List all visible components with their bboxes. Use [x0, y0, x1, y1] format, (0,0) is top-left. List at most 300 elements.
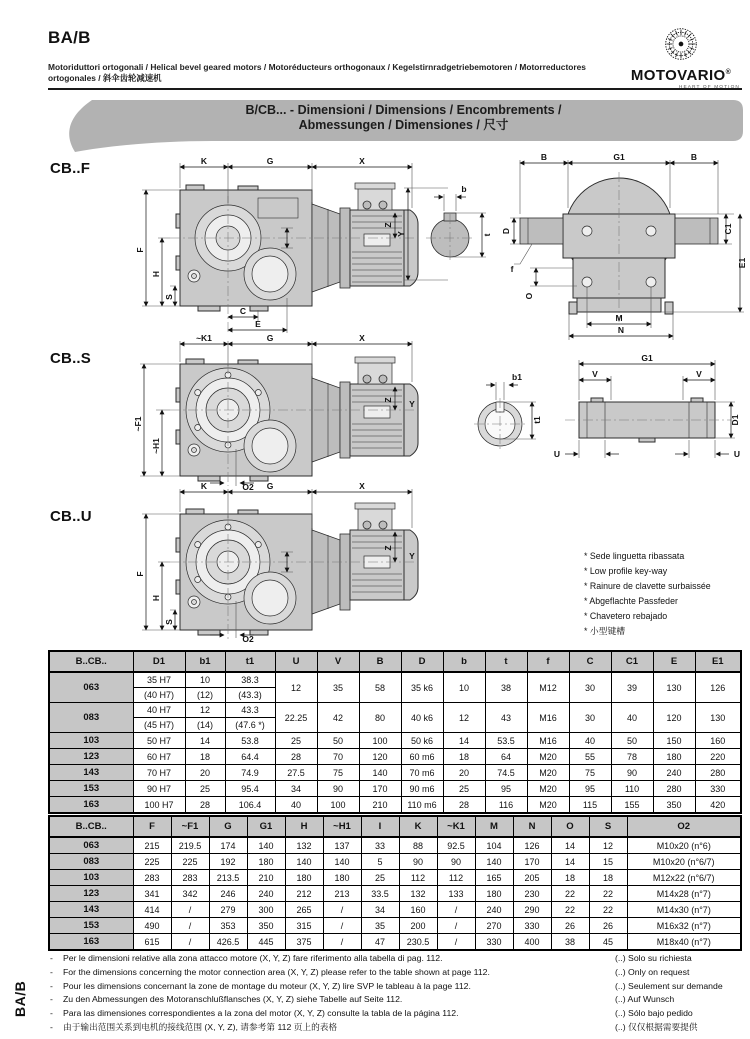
dim-label: Z — [383, 397, 393, 403]
table-cell: M18x40 (n°7) — [627, 934, 741, 951]
table-cell: 426.5 — [209, 934, 247, 951]
dim-label: Y — [396, 231, 406, 237]
cbu-gearmotor-body — [170, 503, 418, 640]
table-cell: 170 — [359, 781, 401, 797]
table-row — [49, 797, 741, 814]
table-cell: 270 — [475, 918, 513, 934]
table-cell: 70 m6 — [401, 765, 443, 781]
table-cell: 350 — [653, 797, 695, 814]
table-cell: M16x32 (n°7) — [627, 918, 741, 934]
table-cell: 230 — [513, 886, 551, 902]
table-cell: 280 — [653, 781, 695, 797]
table-cell: 230.5 — [399, 934, 437, 951]
dim-label: ~H1 — [151, 438, 161, 454]
cbs-hollow-shaft-drawing — [545, 352, 750, 474]
registered-mark: ® — [725, 69, 732, 76]
table-cell: 90 — [437, 854, 475, 870]
column-header: G — [209, 816, 247, 837]
table-cell: 50 — [317, 733, 359, 749]
hollow-shaft-body — [565, 398, 731, 442]
table-cell: 90 — [399, 854, 437, 870]
dim-label: F — [135, 247, 145, 253]
dim-label: G — [266, 156, 274, 166]
table-cell: 445 — [247, 934, 285, 951]
shaft-section — [426, 213, 474, 262]
table-cell: 063 — [49, 672, 133, 703]
footnote-bullet: - — [50, 966, 53, 977]
dim-label: H — [151, 594, 161, 602]
table-cell: M14x30 (n°7) — [627, 902, 741, 918]
table-cell: 330 — [695, 781, 741, 797]
table-cell: 210 — [359, 797, 401, 814]
dim-label: E1 — [737, 257, 747, 269]
dim-label: t1 — [532, 416, 542, 424]
table-cell: 112 — [399, 870, 437, 886]
table-cell: 39 — [611, 672, 653, 703]
table-cell: 55 — [569, 749, 611, 765]
table-cell: 12 — [589, 837, 627, 854]
dim-label: V — [592, 369, 598, 379]
table-cell: 5 — [361, 854, 399, 870]
table-cell: 265 — [285, 902, 323, 918]
table-cell: 140 — [247, 837, 285, 854]
table-cell: 40 H7 — [133, 703, 185, 718]
table-cell: 375 — [285, 934, 323, 951]
column-header: ~F1 — [171, 816, 209, 837]
table-cell: 160 — [399, 902, 437, 918]
table-row — [49, 886, 741, 902]
table-cell: 35 — [361, 918, 399, 934]
dim-label: C — [239, 306, 247, 316]
column-header: ~K1 — [437, 816, 475, 837]
table-cell: 30 — [569, 703, 611, 733]
footnote-row — [50, 966, 605, 980]
table-cell: 240 — [653, 765, 695, 781]
note-line: * Sede linguetta ribassata — [584, 551, 685, 561]
table-cell: 615 — [133, 934, 171, 951]
table-cell: 300 — [247, 902, 285, 918]
footnotes — [50, 952, 605, 1035]
table-cell: 174 — [209, 837, 247, 854]
table-row — [49, 703, 741, 718]
table-cell: 26 — [551, 918, 589, 934]
dim-label: X — [359, 481, 365, 491]
table-cell: 27.5 — [275, 765, 317, 781]
table-cell: 180 — [653, 749, 695, 765]
column-header: S — [589, 816, 627, 837]
footnote-bullet: - — [50, 980, 53, 991]
dim-label: b — [461, 184, 467, 194]
table-cell: 26 — [589, 918, 627, 934]
dim-label: U — [733, 449, 741, 459]
table-cell: 43.3 — [225, 703, 275, 718]
dim-label: O — [524, 292, 534, 300]
table-cell: 123 — [49, 749, 133, 765]
table-cell: 40 — [569, 733, 611, 749]
motovario-rosette-icon — [663, 26, 699, 62]
table-cell: / — [437, 934, 475, 951]
dim-label: B — [690, 152, 698, 162]
table-cell: 279 — [209, 902, 247, 918]
dim-label: N — [617, 325, 625, 335]
table-row — [49, 733, 741, 749]
table-cell: 137 — [323, 837, 361, 854]
table-cell: / — [171, 918, 209, 934]
footnote-text: Zu den Abmessungen des Motoranschlußflansches (X, Y, Z) siehe Tabelle auf Seite 112. — [63, 994, 403, 1005]
dim-label: O2 — [242, 634, 254, 644]
table-cell: 132 — [399, 886, 437, 902]
table-cell: 132 — [285, 837, 323, 854]
table-cell: / — [171, 934, 209, 951]
table-cell: 342 — [171, 886, 209, 902]
page-subtitle: Motoriduttori ortogonali / Helical bevel geared motors / Motoréducteurs orthogonaux / Kegelstirnradgetriebemotoren / Motorreductores ortogonales / 斜伞齿轮减速机 — [48, 62, 586, 83]
table-cell: 120 — [359, 749, 401, 765]
cbu-main-drawing — [82, 482, 418, 644]
dim-label: G — [266, 481, 274, 491]
dim-label: X — [359, 156, 365, 166]
dim-label: K — [200, 481, 208, 491]
table-cell: 104 — [475, 837, 513, 854]
table-cell: M20 — [527, 749, 569, 765]
table-cell: 103 — [49, 870, 133, 886]
table-cell: 110 m6 — [401, 797, 443, 814]
table-cell: 341 — [133, 886, 171, 902]
table-row — [49, 749, 741, 765]
table-cell: 40 — [275, 797, 317, 814]
table-cell: 143 — [49, 902, 133, 918]
keyway-notes — [584, 549, 711, 639]
table-cell: 70 H7 — [133, 765, 185, 781]
table-row — [49, 870, 741, 886]
table-cell: 110 — [611, 781, 653, 797]
header-divider — [48, 88, 742, 90]
table-row — [49, 902, 741, 918]
dim-label: t — [482, 233, 492, 237]
footnote-text: Para las dimensiones correspondientes a la zona del motor (X, Y, Z) consulte la tabla de la página 112. — [63, 1008, 459, 1019]
table-cell: (47.6 *) — [225, 718, 275, 733]
dim-label: ~F1 — [133, 416, 143, 432]
table-cell: 180 — [475, 886, 513, 902]
footnote-remark: (..) Solo su richiesta — [615, 953, 692, 963]
column-header: t — [485, 651, 527, 672]
table-cell: 115 — [569, 797, 611, 814]
dim-label: Y — [409, 399, 415, 409]
table-cell: 130 — [653, 672, 695, 703]
table-cell: 240 — [247, 886, 285, 902]
cbf-main-drawing — [82, 156, 418, 338]
footnote-row — [50, 993, 605, 1007]
table-cell: 126 — [513, 837, 551, 854]
table-cell: 18 — [185, 749, 225, 765]
dim-label: H — [151, 270, 161, 278]
note-line: * Chavetero rebajado — [584, 611, 668, 621]
table-cell: 280 — [695, 765, 741, 781]
dimensions-table-shaft — [48, 650, 742, 814]
footnote-bullet: - — [50, 1021, 53, 1032]
table-cell: 143 — [49, 765, 133, 781]
table-cell: 163 — [49, 934, 133, 951]
dim-label: D1 — [730, 414, 740, 426]
table-cell: 50 k6 — [401, 733, 443, 749]
table-cell: 90 m6 — [401, 781, 443, 797]
table-cell: 95.4 — [225, 781, 275, 797]
table-cell: 219.5 — [171, 837, 209, 854]
table-cell: 38 — [485, 672, 527, 703]
table-cell: 18 — [589, 870, 627, 886]
column-header: t1 — [225, 651, 275, 672]
table-cell: 350 — [247, 918, 285, 934]
column-header: B..CB.. — [49, 651, 133, 672]
table-cell: 90 — [317, 781, 359, 797]
table-cell: 22 — [589, 902, 627, 918]
table-cell: 225 — [133, 854, 171, 870]
dim-label: Z — [383, 545, 393, 551]
table-cell: 133 — [437, 886, 475, 902]
column-header: F — [133, 816, 171, 837]
table-cell: 75 — [317, 765, 359, 781]
table-cell: 180 — [285, 870, 323, 886]
table-cell: 140 — [323, 854, 361, 870]
table-cell: 80 — [359, 703, 401, 733]
table-cell: 34 — [361, 902, 399, 918]
table-cell: 60 H7 — [133, 749, 185, 765]
table-cell: 200 — [399, 918, 437, 934]
table-cell: 88 — [399, 837, 437, 854]
table-cell: 063 — [49, 837, 133, 854]
footnote-remark: (..) Sólo bajo pedido — [615, 1008, 693, 1019]
column-header: V — [317, 651, 359, 672]
table-cell: 112 — [437, 870, 475, 886]
table-cell: 180 — [247, 854, 285, 870]
table-cell: 25 — [275, 733, 317, 749]
table-cell: 40 — [611, 703, 653, 733]
table-cell: 315 — [285, 918, 323, 934]
table-cell: / — [437, 918, 475, 934]
table-cell: 74.5 — [485, 765, 527, 781]
table-cell: 083 — [49, 703, 133, 733]
cbf-gearmotor-body — [170, 183, 418, 334]
dim-label: ~K1 — [196, 333, 212, 343]
column-header: D — [401, 651, 443, 672]
table-cell: 192 — [209, 854, 247, 870]
dim-label: C1 — [723, 223, 733, 235]
dim-label: K — [200, 156, 208, 166]
cbf-shaft-detail-drawing — [398, 180, 498, 288]
banner-line-1: B/CB... - Dimensioni / Dimensions / Encombrements / — [245, 103, 562, 117]
table-cell: 35 H7 — [133, 672, 185, 688]
column-header: N — [513, 816, 551, 837]
column-header: B — [359, 651, 401, 672]
logo-brand: MOTOVARIO® — [630, 67, 732, 84]
table-cell: 130 — [695, 703, 741, 733]
table-cell: 18 — [443, 749, 485, 765]
section-label-cbs: CB..S — [50, 350, 92, 367]
table-cell: 150 — [653, 733, 695, 749]
table-cell: 12 — [443, 703, 485, 733]
table-cell: 58 — [359, 672, 401, 703]
table-cell: 12 — [185, 703, 225, 718]
footnote-bullet: - — [50, 994, 53, 1005]
table-cell: 240 — [475, 902, 513, 918]
table-row — [49, 781, 741, 797]
table-cell: M10x20 (n°6) — [627, 837, 741, 854]
motovario-logo — [622, 26, 740, 90]
table-cell: / — [171, 902, 209, 918]
column-header: M — [475, 816, 513, 837]
table-cell: 180 — [323, 870, 361, 886]
table-cell: 100 H7 — [133, 797, 185, 814]
table-cell: 140 — [285, 854, 323, 870]
table-cell: 64.4 — [225, 749, 275, 765]
table-cell: M20 — [527, 797, 569, 814]
table-cell: 205 — [513, 870, 551, 886]
table-cell: 123 — [49, 886, 133, 902]
table-cell: 43 — [485, 703, 527, 733]
column-header: U — [275, 651, 317, 672]
table-row — [49, 918, 741, 934]
footnote-row — [50, 980, 605, 994]
table-cell: 64 — [485, 749, 527, 765]
footnote-text: Pour les dimensions concernant la zone de montage du moteur (X, Y, Z) lire SVP le tableau à la page 112. — [63, 980, 471, 991]
table-cell: 33 — [361, 837, 399, 854]
footnote-row — [50, 1007, 605, 1021]
table-cell: 246 — [209, 886, 247, 902]
column-header: C — [569, 651, 611, 672]
footnote-text: Per le dimensioni relative alla zona attacco motore (X, Y, Z) fare riferimento alla tabella di pag. 112. — [63, 953, 443, 963]
table-cell: 103 — [49, 733, 133, 749]
table-cell: 140 — [475, 854, 513, 870]
table-cell: (45 H7) — [133, 718, 185, 733]
column-header: b1 — [185, 651, 225, 672]
footnote-remark: (..) Auf Wunsch — [615, 994, 675, 1005]
table-cell: 25 — [361, 870, 399, 886]
table-cell: 400 — [513, 934, 551, 951]
table-cell: (12) — [185, 688, 225, 703]
footnote-row — [50, 952, 605, 966]
table-cell: 283 — [133, 870, 171, 886]
table-cell: 38.3 — [225, 672, 275, 688]
table-cell: 20 — [185, 765, 225, 781]
table-cell: 14 — [551, 837, 589, 854]
footnote-text: 由于输出范围关系到电机的接线范围 (X, Y, Z), 请参考第 112 页上的表格 — [63, 1021, 338, 1032]
column-header: E1 — [695, 651, 741, 672]
table-cell: 33.5 — [361, 886, 399, 902]
table-cell: 53.5 — [485, 733, 527, 749]
table-row — [49, 854, 741, 870]
footnotes-right — [615, 952, 723, 1035]
table-cell: 22 — [551, 886, 589, 902]
table-cell: 50 H7 — [133, 733, 185, 749]
table-cell: 170 — [513, 854, 551, 870]
table-cell: 22 — [551, 902, 589, 918]
table-cell: 90 — [611, 765, 653, 781]
column-header: b — [443, 651, 485, 672]
dim-label: b1 — [512, 372, 522, 382]
table-cell: 160 — [695, 733, 741, 749]
table-cell: M14x28 (n°7) — [627, 886, 741, 902]
table-cell: 225 — [171, 854, 209, 870]
dim-label: E — [255, 319, 261, 329]
table-cell: 15 — [589, 854, 627, 870]
banner-title — [62, 103, 745, 133]
table-cell: 212 — [285, 886, 323, 902]
table-cell: 116 — [485, 797, 527, 814]
table-cell: 10 — [185, 672, 225, 688]
note-line: * Rainure de clavette surbaissée — [584, 581, 711, 591]
table-cell: (14) — [185, 718, 225, 733]
table-cell: M16 — [527, 733, 569, 749]
footnote-row — [50, 1021, 605, 1035]
dim-label: D — [501, 227, 511, 235]
table-cell: 163 — [49, 797, 133, 814]
dim-label: O2 — [242, 482, 254, 492]
column-header: D1 — [133, 651, 185, 672]
table-cell: 165 — [475, 870, 513, 886]
dim-label: G1 — [613, 152, 625, 162]
column-header: H — [285, 816, 323, 837]
rear-body — [520, 172, 718, 322]
table-cell: / — [323, 918, 361, 934]
table-cell: 35 — [317, 672, 359, 703]
page-edge-label: BA/B — [12, 980, 28, 1017]
hollow-shaft-section — [474, 398, 526, 452]
table-cell: 12 — [275, 672, 317, 703]
table-cell: 155 — [611, 797, 653, 814]
table-cell: 213.5 — [209, 870, 247, 886]
table-cell: 95 — [569, 781, 611, 797]
table-cell: 330 — [475, 934, 513, 951]
cbf-rear-view-drawing — [502, 152, 748, 344]
table-cell: 53.8 — [225, 733, 275, 749]
table-cell: M10x20 (n°6/7) — [627, 854, 741, 870]
dim-label: S — [164, 294, 174, 300]
table-cell: 22.25 — [275, 703, 317, 733]
column-header: I — [361, 816, 399, 837]
table-row — [49, 672, 741, 688]
column-header: E — [653, 651, 695, 672]
table-cell: 90 H7 — [133, 781, 185, 797]
table-cell: 75 — [569, 765, 611, 781]
table-cell: 28 — [185, 797, 225, 814]
dim-label: B — [540, 152, 548, 162]
table-cell: 28 — [275, 749, 317, 765]
dim-label: Y — [409, 551, 415, 561]
table-cell: 14 — [443, 733, 485, 749]
dim-label: G1 — [641, 353, 653, 363]
table-cell: 490 — [133, 918, 171, 934]
table-cell: 420 — [695, 797, 741, 814]
table-cell: 14 — [185, 733, 225, 749]
table-cell: 14 — [551, 854, 589, 870]
table-cell: 34 — [275, 781, 317, 797]
table-cell: 120 — [653, 703, 695, 733]
table-cell: M12x22 (n°6/7) — [627, 870, 741, 886]
banner-line-2: Abmessungen / Dimensiones / 尺寸 — [298, 118, 509, 132]
table-cell: 126 — [695, 672, 741, 703]
table-cell: 220 — [695, 749, 741, 765]
table-cell: 100 — [359, 733, 401, 749]
table-cell: / — [437, 902, 475, 918]
table-cell: 40 k6 — [401, 703, 443, 733]
dim-label: V — [696, 369, 702, 379]
section-label-cbf: CB..F — [50, 160, 91, 177]
cbs-bore-detail-drawing — [452, 366, 547, 468]
table-cell: 30 — [569, 672, 611, 703]
table-cell: M20 — [527, 781, 569, 797]
table-cell: 213 — [323, 886, 361, 902]
table-cell: 210 — [247, 870, 285, 886]
footnote-text: For the dimensions concerning the motor connection area (X, Y, Z) please refer to the table shown at page 112. — [63, 966, 490, 977]
